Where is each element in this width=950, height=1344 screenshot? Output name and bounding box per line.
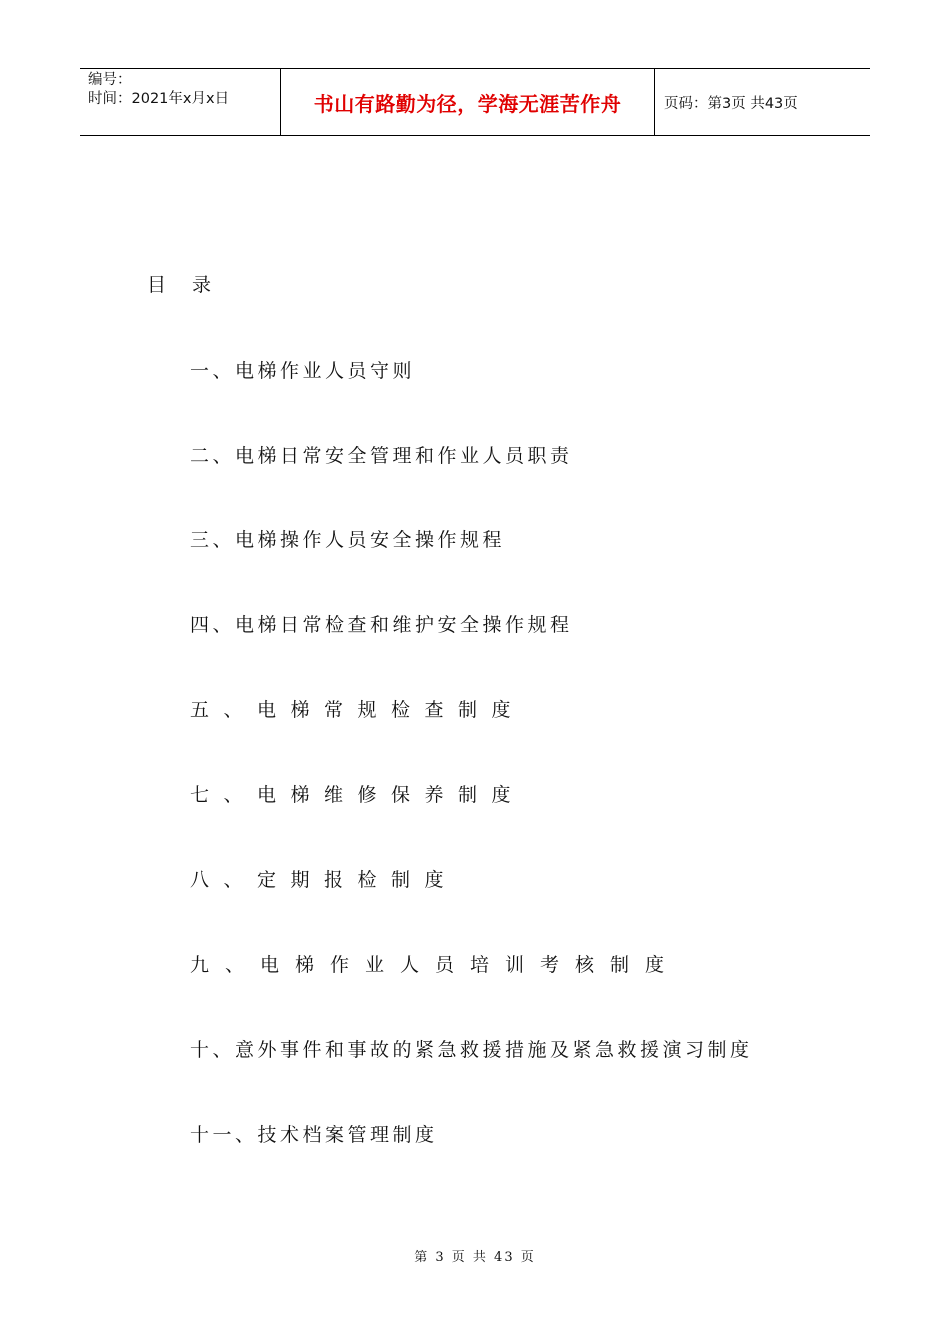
toc-item: 二、电梯日常安全管理和作业人员职责: [190, 445, 573, 467]
header-page-cell: [655, 69, 870, 135]
toc-item: 十一、技术档案管理制度: [190, 1124, 438, 1146]
header-motto: 书山有路勤为径，学海无涯苦作舟: [313, 91, 622, 116]
header-motto-cell: [281, 69, 655, 135]
header-page-info: 页码：第3页 共43页: [664, 95, 798, 112]
page-footer: 第 3 页 共 43 页: [414, 1250, 536, 1265]
toc-item: 三、电梯操作人员安全操作规程: [190, 529, 506, 551]
toc-item: 九、电梯作业人员培训考核制度: [190, 954, 681, 976]
toc-item: 十、意外事件和事故的紧急救援措施及紧急救援演习制度: [190, 1039, 753, 1061]
document-date: 时间：2021年x月x日: [88, 91, 230, 107]
page-header: [80, 68, 870, 136]
document-number-label: 编号：: [88, 72, 132, 88]
toc-heading: 目 录: [147, 274, 222, 296]
toc-item: 七、电梯维修保养制度: [190, 784, 526, 806]
header-meta-cell: [80, 69, 281, 135]
toc-item: 八、定期报检制度: [190, 869, 459, 891]
toc-item: 一、电梯作业人员守则: [190, 360, 416, 382]
toc-item: 四、电梯日常检查和维护安全操作规程: [190, 614, 573, 636]
toc-item: 五、电梯常规检查制度: [190, 699, 526, 721]
